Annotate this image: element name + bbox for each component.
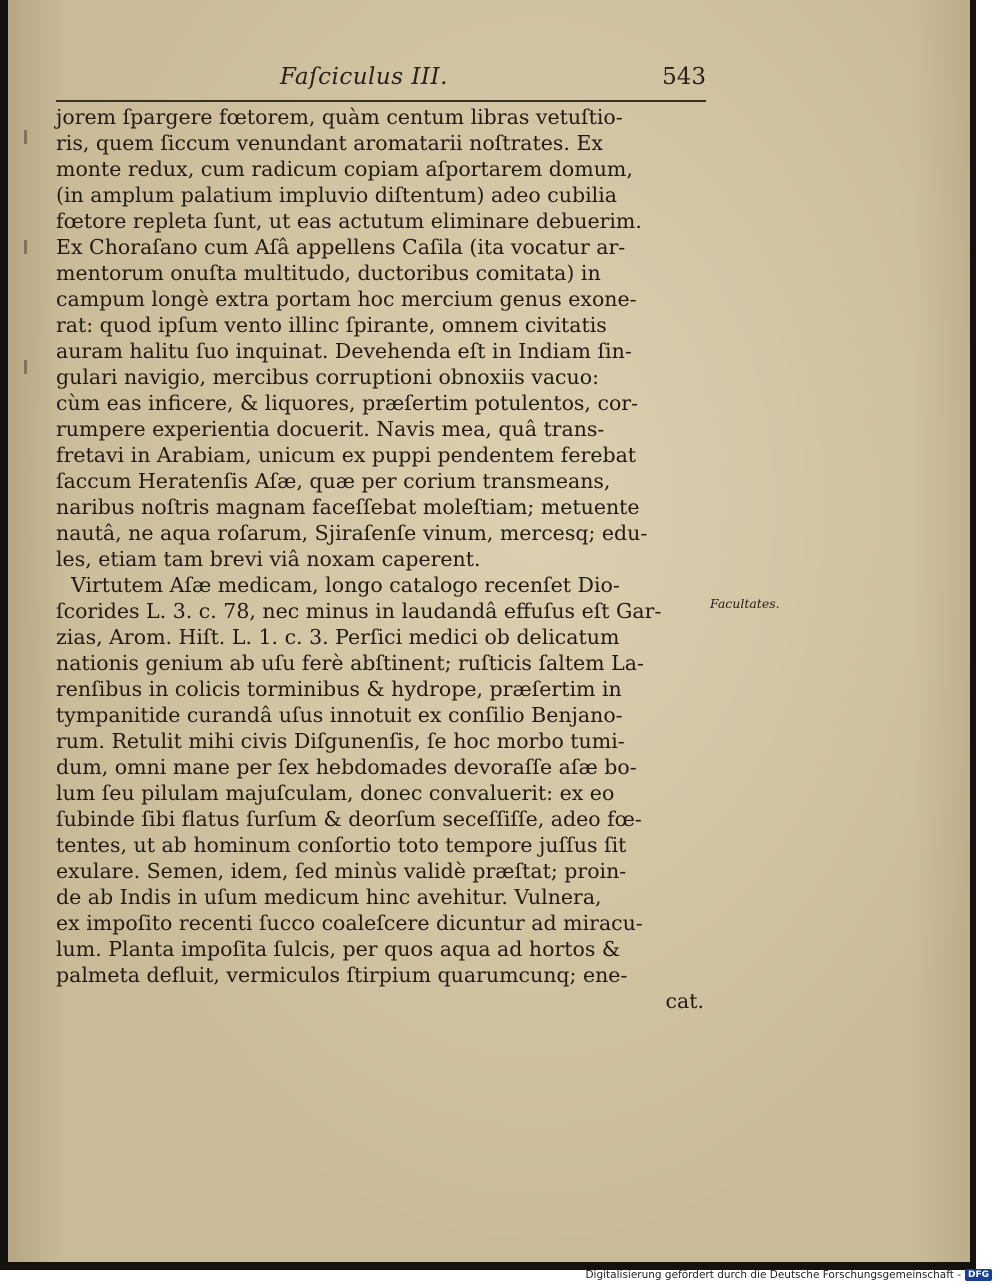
text-line: rumpere experientia docuerit. Navis mea, quâ trans-: [56, 417, 605, 441]
text-line: rat: quod ipſum vento illinc ſpirante, omnem civitatis: [56, 313, 607, 337]
header-rule: [56, 100, 706, 102]
text-line: palmeta defluit, vermiculos ſtirpium quarumcunq; ene-: [56, 963, 628, 987]
text-line: auram halitu ſuo inquinat. Devehenda eſt in Indiam ſin-: [56, 339, 632, 363]
text-line: Ex Choraſano cum Aſâ appellens Caſila (ita vocatur ar-: [56, 235, 626, 259]
text-line: ſaccum Heratenſis Aſæ, quæ per corium transmeans,: [56, 469, 611, 493]
text-line: lum. Planta impoſita ſulcis, per quos aqua ad hortos &: [56, 937, 621, 961]
text-line: fretavi in Arabiam, unicum ex puppi pendentem ferebat: [56, 443, 637, 467]
text-line: tentes, ut ab hominum conſortio toto tempore juſſus ſit: [56, 833, 627, 857]
text-line: dum, omni mane per ſex hebdomades devoraſſe aſæ bo-: [56, 755, 637, 779]
text-line: cùm eas inficere, & liquores, præſertim potulentos, cor-: [56, 391, 639, 415]
text-line: campum longè extra portam hoc mercium genus exone-: [56, 287, 637, 311]
text-line: mentorum onuſta multitudo, ductoribus comitata) in: [56, 261, 601, 285]
text-line: exulare. Semen, idem, ſed minùs validè præſtat; proin-: [56, 859, 627, 883]
catchword: cat.: [665, 989, 704, 1013]
text-line: gulari navigio, mercibus corruptioni obnoxiis vacuo:: [56, 365, 599, 389]
body-text: [56, 104, 716, 1014]
text-line: fœtore repleta ſunt, ut eas actutum eliminare debuerim.: [56, 209, 642, 233]
text-line: ſcorides L. 3. c. 78, nec minus in laudandâ effuſus eſt Gar-: [56, 599, 662, 623]
text-line: Virtutem Aſæ medicam, longo catalogo recenſet Dio-: [71, 573, 620, 597]
text-line: tympanitide curandâ uſus innotuit ex conſilio Benjano-: [56, 703, 623, 727]
margin-note: Facultates.: [710, 596, 780, 611]
text-line: nautâ, ne aqua roſarum, Sjiraſenſe vinum, mercesq; edu-: [56, 521, 648, 545]
text-line: renſibus in colicis torminibus & hydrope, præſertim in: [56, 677, 622, 701]
text-line: rum. Retulit mihi civis Diſgunenſis, ſe hoc morbo tumi-: [56, 729, 625, 753]
text-line: jorem ſpargere fœtorem, quàm centum libras vetuſtio-: [56, 105, 623, 129]
text-line: nationis genium ab uſu ferè abſtinent; ruſticis ſaltem La-: [56, 651, 644, 675]
text-line: ris, quem ſiccum venundant aromatarii noſtrates. Ex: [56, 131, 603, 155]
text-line: les, etiam tam brevi viâ noxam caperent.: [56, 547, 481, 571]
text-line: de ab Indis in uſum medicum hinc avehitur. Vulnera,: [56, 885, 602, 909]
text-line: (in amplum palatium impluvio diſtentum) adeo cubilia: [56, 183, 617, 207]
text-line: ſubinde ſibi flatus ſurſum & deorſum seceſſiſſe, adeo fœ-: [56, 807, 642, 831]
text-line: naribus noſtris magnam faceſſebat moleſtiam; metuente: [56, 495, 640, 519]
running-title: Faſciculus III.: [280, 64, 448, 90]
book-page: [8, 0, 970, 1262]
running-head: [56, 64, 706, 104]
credit-text: Digitalisierung gefördert durch die Deutsche Forschungsgemeinschaft -: [585, 1269, 961, 1281]
text-line: zias, Arom. Hiſt. L. 1. c. 3. Perſici medici ob delicatum: [56, 625, 620, 649]
text-line: monte redux, cum radicum copiam aſportarem domum,: [56, 157, 633, 181]
page-edge-marks: [24, 130, 28, 430]
digitization-credit: [585, 1269, 992, 1281]
page-number: 543: [662, 64, 706, 90]
dfg-logo: DFG: [965, 1269, 992, 1281]
text-line: lum ſeu pilulam majuſculam, donec convaluerit: ex eo: [56, 781, 615, 805]
text-line: ex impoſito recenti ſucco coaleſcere dicuntur ad miracu-: [56, 911, 643, 935]
